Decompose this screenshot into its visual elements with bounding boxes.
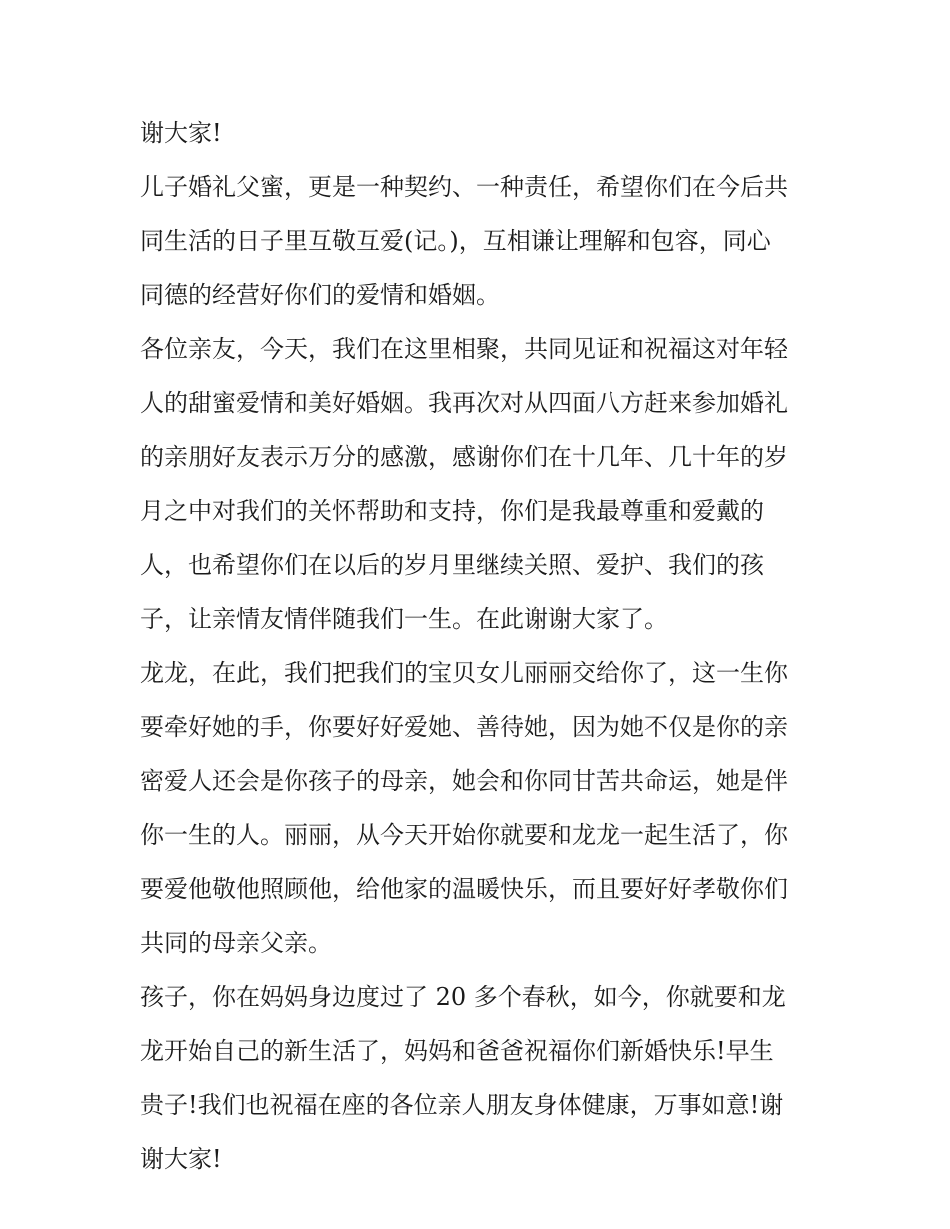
text-line: 子，让亲情友情伴随我们一生。在此谢谢大家了。 xyxy=(140,605,668,633)
text-line: 贵子!我们也祝福在座的各位亲人朋友身体健康，万事如意!谢 xyxy=(140,1091,784,1119)
text-line: 要牵好她的手，你要好好爱她、善待她，因为她不仅是你的亲 xyxy=(140,713,788,741)
text-line: 同生活的日子里互敬互爱(记。)，互相谦让理解和包容，同心 xyxy=(140,227,771,255)
text-line: 龙开始自己的新生活了，妈妈和爸爸祝福你们新婚快乐!早生 xyxy=(140,1037,774,1065)
text-line: 各位亲友，今天，我们在这里相聚，共同见证和祝福这对年轻 xyxy=(140,335,788,363)
text-line: 谢大家! xyxy=(140,1145,222,1173)
text-line: 人，也希望你们在以后的岁月里继续关照、爱护、我们的孩 xyxy=(140,551,764,579)
text-line: 儿子婚礼父蜜，更是一种契约、一种责任，希望你们在今后共 xyxy=(140,173,788,201)
text-line: 孩子，你在妈妈身边度过了 20 多个春秋，如今，你就要和龙 xyxy=(140,983,786,1011)
text-line: 共同的母亲父亲。 xyxy=(140,929,332,957)
text-line: 月之中对我们的关怀帮助和支持，你们是我最尊重和爱戴的 xyxy=(140,497,764,525)
text-line: 要爱他敬他照顾他，给他家的温暖快乐，而且要好好孝敬你们 xyxy=(140,875,788,903)
text-line: 龙龙，在此，我们把我们的宝贝女儿丽丽交给你了，这一生你 xyxy=(140,659,788,687)
text-line: 谢大家! xyxy=(140,119,222,147)
text-line: 你一生的人。丽丽，从今天开始你就要和龙龙一起生活了，你 xyxy=(140,821,788,849)
text-line: 的亲朋好友表示万分的感激，感谢你们在十几年、几十年的岁 xyxy=(140,443,788,471)
text-line: 密爱人还会是你孩子的母亲，她会和你同甘苦共命运，她是伴 xyxy=(140,767,788,795)
document-body xyxy=(140,106,812,1186)
text-line: 同德的经营好你们的爱情和婚姻。 xyxy=(140,281,500,309)
text-line: 人的甜蜜爱情和美好婚姻。我再次对从四面八方赶来参加婚礼 xyxy=(140,389,788,417)
